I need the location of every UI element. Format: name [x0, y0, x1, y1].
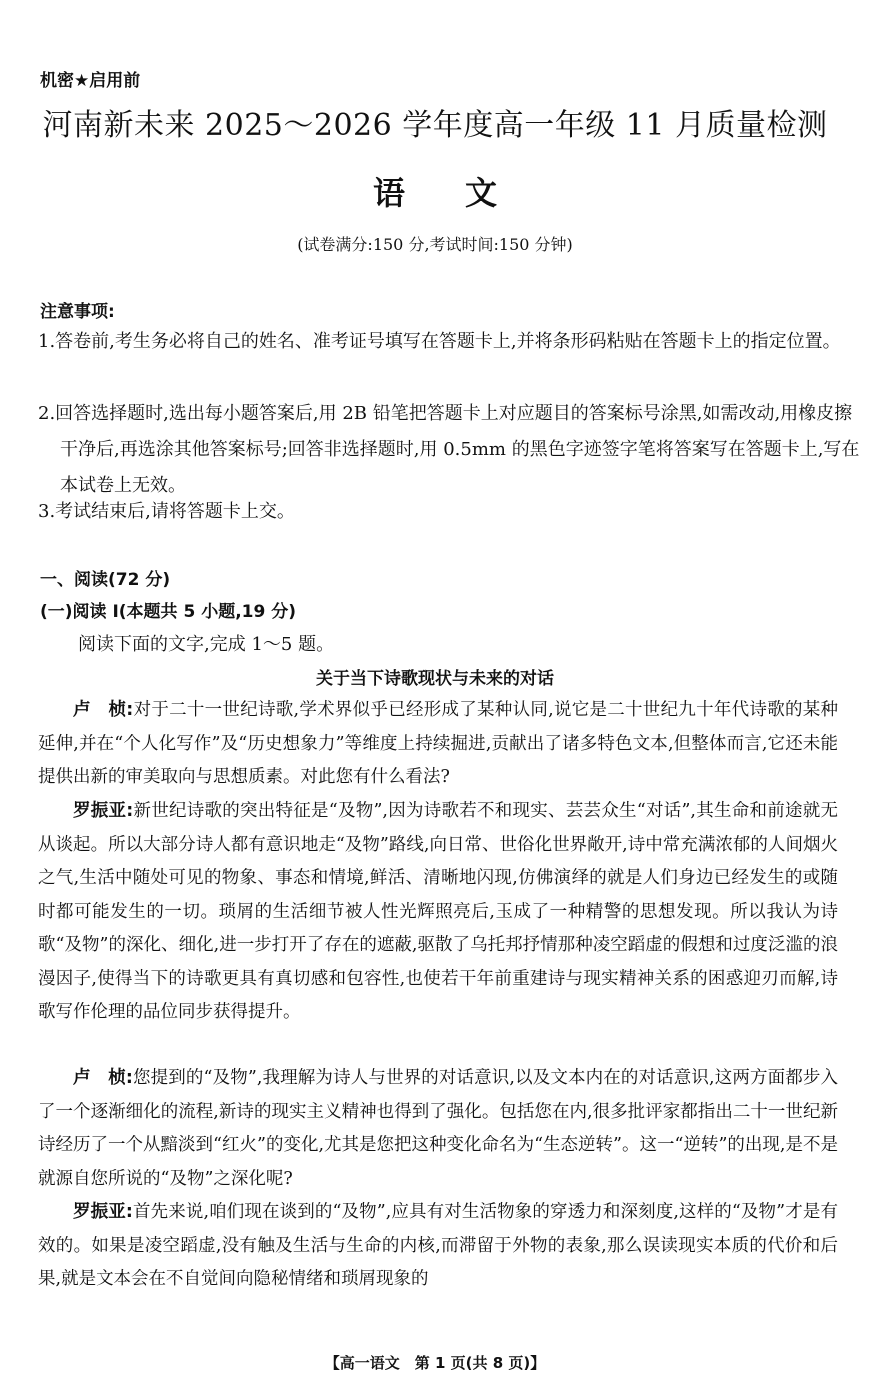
- subject-char-2: 文: [465, 174, 498, 212]
- note-item-1: 1.答卷前,考生务必将自己的姓名、准考证号填写在答题卡上,并将条形码粘贴在答题卡上的指定位置。: [38, 331, 841, 352]
- subject-title: [0, 168, 870, 214]
- speaker-label: 卢 桢:: [73, 700, 134, 720]
- note-item-2: 2.回答选择题时,选出每小题答案后,用 2B 铅笔把答题卡上对应题目的答案标号涂黑,如需改动,用橡皮擦干净后,再选涂其他答案标号;回答非选择题时,用 0.5mm 的黑色字迹签字笔将答案写在答题卡上,写在本试卷上无效。: [38, 403, 860, 496]
- exam-info: (试卷满分:150 分,考试时间:150 分钟): [297, 235, 573, 254]
- paragraph-text: 您提到的“及物”,我理解为诗人与世界的对话意识,以及文本内在的对话意识,这两方面都步入了一个逐渐细化的流程,新诗的现实主义精神也得到了强化。包括您在内,很多批评家都指出二十一世纪新诗经历了一个从黯淡到“红火”的变化,尤其是您把这种变化命名为“生态逆转”。这一“逆转”的出现,是不是就源自您所说的“及物”之深化呢?: [38, 1068, 838, 1189]
- paragraph-text: 新世纪诗歌的突出特征是“及物”,因为诗歌若不和现实、芸芸众生“对话”,其生命和前途就无从谈起。所以大部分诗人都有意识地走“及物”路线,向日常、世俗化世界敞开,诗中常充满浓郁的人间烟火之气,生活中随处可见的物象、事态和情境,鲜活、清晰地闪现,仿佛演绎的就是人们身边已经发生的或随时都可能发生的一切。琐屑的生活细节被人性光辉照亮后,玉成了一种精警的思想发现。所以我认为诗歌“及物”的深化、细化,进一步打开了存在的遮蔽,驱散了乌托邦抒情那种凌空蹈虚的假想和过度泛滥的浪漫因子,使得当下的诗歌更具有真切感和包容性,也使若干年前重建诗与现实精神关系的困惑迎刃而解,诗歌写作伦理的品位同步获得提升。: [38, 801, 838, 1022]
- speaker-label: 罗振亚:: [73, 1202, 133, 1222]
- sub-section-title: (一)阅读 I(本题共 5 小题,19 分): [40, 602, 297, 622]
- dialogue-paragraph: [38, 1196, 838, 1297]
- paragraph-text: 对于二十一世纪诗歌,学术界似乎已经形成了某种认同,说它是二十世纪九十年代诗歌的某种延伸,并在“个人化写作”及“历史想象力”等维度上持续掘进,贡献出了诸多特色文本,但整体而言,它还未能提供出新的审美取向与思想质素。对此您有什么看法?: [38, 700, 839, 787]
- page-footer: 【高一语文 第 1 页(共 8 页)】: [324, 1354, 546, 1372]
- confidential-label: 机密★启用前: [40, 71, 141, 91]
- note-item-3: 3.考试结束后,请将答题卡上交。: [38, 501, 295, 522]
- notes-title: 注意事项:: [40, 302, 115, 322]
- part-title: 一、阅读(72 分): [40, 570, 171, 590]
- dialogue-paragraph: [38, 795, 838, 1030]
- speaker-label: 卢 桢:: [73, 1068, 133, 1088]
- instruction: 阅读下面的文字,完成 1～5 题。: [78, 634, 335, 655]
- dialogue-paragraph: [38, 694, 838, 795]
- subject-char-1: 语: [372, 174, 405, 212]
- paragraph-text: 首先来说,咱们现在谈到的“及物”,应具有对生活物象的穿透力和深刻度,这样的“及物”才是有效的。如果是凌空蹈虚,没有触及生活与生命的内核,而滞留于外物的表象,那么误读现实本质的代价和后果,就是文本会在不自觉间向隐秘情绪和琐屑现象的: [38, 1202, 838, 1289]
- dialogue-paragraph: [38, 1062, 838, 1196]
- speaker-label: 罗振亚:: [73, 801, 134, 821]
- exam-title: 河南新未来 2025～2026 学年度高一年级 11 月质量检测: [42, 108, 828, 143]
- article-title: 关于当下诗歌现状与未来的对话: [316, 669, 554, 689]
